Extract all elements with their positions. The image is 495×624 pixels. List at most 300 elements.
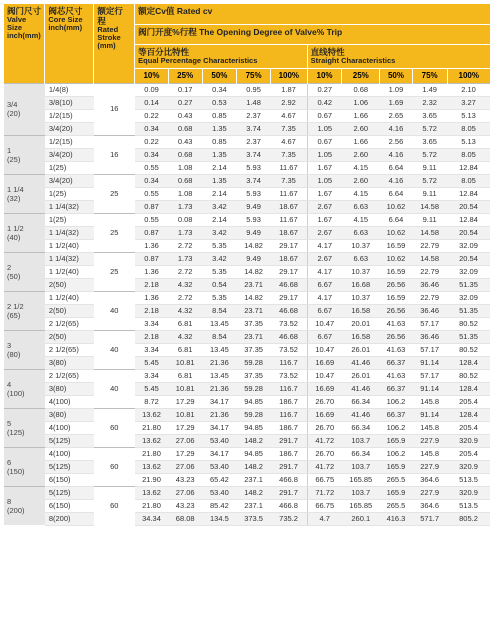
straight-cv-cell: 260.1	[342, 512, 380, 525]
pct-header: 100%	[270, 68, 307, 83]
valve-size-mm: (50)	[7, 271, 21, 281]
equal-pct-cv-cell: 291.7	[270, 460, 307, 473]
straight-cv-cell: 16.58	[342, 304, 380, 317]
straight-cv-cell: 26.01	[342, 343, 380, 356]
straight-cv-cell: 80.52	[447, 369, 490, 382]
equal-pct-cv-cell: 3.42	[202, 200, 237, 213]
core-size-cell: 2(50)	[45, 304, 94, 317]
equal-pct-cv-cell: 186.7	[270, 447, 307, 460]
rated-stroke-cell: 25	[94, 213, 135, 252]
straight-cv-cell: 0.68	[342, 83, 380, 96]
straight-cv-cell: 8.05	[447, 174, 490, 187]
straight-cv-cell: 4.17	[307, 291, 342, 304]
equal-pct-cv-cell: 23.71	[237, 278, 271, 291]
equal-pct-cv-cell: 2.72	[168, 265, 202, 278]
straight-cv-cell: 165.9	[380, 460, 413, 473]
straight-cv-cell: 51.35	[447, 278, 490, 291]
straight-cv-cell: 41.63	[380, 317, 413, 330]
equal-pct-cv-cell: 2.37	[237, 135, 271, 148]
equal-pct-cv-cell: 116.7	[270, 408, 307, 421]
valve-size-cell	[4, 291, 45, 330]
straight-cv-cell: 10.62	[380, 226, 413, 239]
equal-pct-cv-cell: 1.35	[202, 148, 237, 161]
table-row	[4, 213, 490, 226]
valve-size-cell	[4, 213, 45, 252]
equal-pct-cv-cell: 73.52	[270, 317, 307, 330]
equal-pct-cv-cell: 23.71	[237, 304, 271, 317]
equal-pct-cv-cell: 1.08	[168, 161, 202, 174]
straight-cv-cell: 6.64	[380, 213, 413, 226]
straight-cv-cell: 1.66	[342, 135, 380, 148]
equal-pct-cv-cell: 34.34	[135, 512, 169, 525]
core-size-cell: 6(150)	[45, 473, 94, 486]
table-row	[4, 395, 490, 408]
valve-size-inch: 3/4	[7, 100, 18, 109]
straight-cv-cell: 1.67	[307, 187, 342, 200]
equal-pct-cv-cell: 0.53	[202, 96, 237, 109]
valve-size-inch: 3	[7, 340, 12, 350]
equal-pct-cv-cell: 0.08	[168, 213, 202, 226]
equal-pct-cv-cell: 1.35	[202, 174, 237, 187]
straight-cv-cell: 10.47	[307, 369, 342, 382]
straight-cv-cell: 106.2	[380, 447, 413, 460]
equal-pct-cv-cell: 14.82	[237, 291, 271, 304]
straight-cv-cell: 320.9	[447, 460, 490, 473]
straight-cv-cell: 106.2	[380, 395, 413, 408]
valve-size-cell	[4, 369, 45, 408]
straight-cv-cell: 20.01	[342, 317, 380, 330]
rated-stroke-cell: 40	[94, 330, 135, 369]
equal-pct-cv-cell: 0.68	[168, 174, 202, 187]
straight-cv-cell: 4.17	[307, 265, 342, 278]
equal-pct-cv-cell: 0.34	[202, 83, 237, 96]
straight-cv-cell: 41.46	[342, 382, 380, 395]
opening-degree-header	[135, 24, 490, 44]
equal-pct-cv-cell: 21.80	[135, 447, 169, 460]
equal-pct-cv-cell: 6.81	[168, 343, 202, 356]
equal-pct-cv-cell: 94.85	[237, 395, 271, 408]
equal-pct-cv-cell: 0.34	[135, 122, 169, 135]
equal-pct-cv-cell: 1.48	[237, 96, 271, 109]
equal-pct-cv-cell: 2.14	[202, 161, 237, 174]
equal-pct-cv-cell: 17.29	[168, 447, 202, 460]
straight-cv-cell: 513.5	[447, 499, 490, 512]
table-row	[4, 473, 490, 486]
equal-pct-cv-cell: 0.09	[135, 83, 169, 96]
equal-pct-cv-cell: 0.34	[135, 174, 169, 187]
valve-size-mm: (125)	[7, 427, 25, 437]
equal-pct-cv-cell: 4.32	[168, 304, 202, 317]
table-row	[4, 109, 490, 122]
straight-cv-cell: 6.64	[380, 161, 413, 174]
straight-cv-cell: 10.37	[342, 265, 380, 278]
equal-pct-cv-cell: 0.34	[135, 148, 169, 161]
straight-cv-cell: 2.32	[412, 96, 447, 109]
straight-cv-cell: 5.13	[447, 109, 490, 122]
straight-cv-cell: 4.15	[342, 161, 380, 174]
straight-cv-cell: 4.7	[307, 512, 342, 525]
rated-stroke-cell: 40	[94, 291, 135, 330]
equal-pct-cv-cell: 18.67	[270, 200, 307, 213]
table-row	[4, 161, 490, 174]
equal-pct-cv-cell: 2.14	[202, 187, 237, 200]
valve-size-mm: (25)	[7, 154, 21, 164]
valve-size-inch: 1 1/4	[7, 184, 24, 194]
straight-cv-cell: 4.15	[342, 213, 380, 226]
table-row	[4, 83, 490, 96]
valve-size-cell	[4, 135, 45, 174]
equal-pct-cv-cell: 148.2	[237, 434, 271, 447]
equal-pct-cv-cell: 466.8	[270, 473, 307, 486]
straight-cv-cell: 6.67	[307, 278, 342, 291]
straight-cv-cell: 5.13	[447, 135, 490, 148]
straight-cv-cell: 10.62	[380, 200, 413, 213]
straight-cv-cell: 41.46	[342, 356, 380, 369]
straight-cv-cell: 9.11	[412, 161, 447, 174]
equal-pct-cv-cell: 291.7	[270, 434, 307, 447]
table-row	[4, 226, 490, 239]
equal-pct-cv-cell: 2.18	[135, 330, 169, 343]
straight-cv-cell: 103.7	[342, 486, 380, 499]
straight-cv-cell: 3.65	[412, 135, 447, 148]
equal-pct-cv-cell: 1.73	[168, 226, 202, 239]
equal-pct-cv-cell: 7.35	[270, 122, 307, 135]
straight-cv-cell: 0.67	[307, 109, 342, 122]
equal-pct-cv-cell: 9.49	[237, 226, 271, 239]
equal-pct-cv-cell: 73.52	[270, 343, 307, 356]
core-size-cell: 1 1/4(32)	[45, 252, 94, 265]
straight-cv-cell: 364.6	[412, 499, 447, 512]
equal-pct-cv-cell: 116.7	[270, 356, 307, 369]
equal-pct-cv-cell: 0.87	[135, 252, 169, 265]
straight-cv-cell: 1.69	[380, 96, 413, 109]
equal-pct-cv-cell: 1.36	[135, 291, 169, 304]
equal-pct-cv-cell: 0.68	[168, 122, 202, 135]
equal-pct-cv-cell: 8.54	[202, 330, 237, 343]
straight-cv-cell: 1.09	[380, 83, 413, 96]
straight-cv-cell: 66.37	[380, 382, 413, 395]
valve-size-mm: (20)	[7, 109, 21, 118]
equal-pct-cv-cell: 10.81	[168, 356, 202, 369]
equal-pct-cv-cell: 21.90	[135, 473, 169, 486]
equal-pct-cv-cell: 1.73	[168, 200, 202, 213]
equal-pct-cv-cell: 5.93	[237, 161, 271, 174]
table-row	[4, 317, 490, 330]
equal-pct-cv-cell: 5.45	[135, 356, 169, 369]
table-row	[4, 200, 490, 213]
straight-cv-cell: 16.69	[307, 382, 342, 395]
straight-cv-cell: 1.05	[307, 122, 342, 135]
straight-cv-cell: 36.46	[412, 330, 447, 343]
core-size-cell: 2 1/2(65)	[45, 317, 94, 330]
valve-size-cell	[4, 252, 45, 291]
straight-cv-cell: 20.54	[447, 252, 490, 265]
equal-pct-cv-cell: 2.92	[270, 96, 307, 109]
equal-pct-cv-cell: 10.81	[168, 408, 202, 421]
table-row	[4, 330, 490, 343]
straight-cv-cell: 71.72	[307, 486, 342, 499]
equal-pct-cv-cell: 0.43	[168, 135, 202, 148]
table-row	[4, 265, 490, 278]
core-size-cell: 1 1/2(40)	[45, 265, 94, 278]
table-row	[4, 434, 490, 447]
equal-pct-cv-cell: 68.08	[168, 512, 202, 525]
equal-pct-cv-cell: 1.08	[168, 187, 202, 200]
equal-pct-cv-cell: 7.35	[270, 148, 307, 161]
straight-cv-cell: 106.2	[380, 421, 413, 434]
equal-pct-cv-cell: 13.45	[202, 343, 237, 356]
equal-pct-cv-cell: 2.18	[135, 304, 169, 317]
straight-cv-cell: 8.05	[447, 148, 490, 161]
core-size-cell: 1(25)	[45, 213, 94, 226]
core-size-cell: 5(125)	[45, 486, 94, 499]
straight-cv-cell: 66.34	[342, 421, 380, 434]
pct-header: 25%	[168, 68, 202, 83]
straight-cv-cell: 41.46	[342, 408, 380, 421]
opening-degree-label: 阀门开度%行程 The Opening Degree of Valve% Trip	[138, 26, 343, 37]
straight-cv-cell: 5.72	[412, 122, 447, 135]
core-size-cell: 1 1/4(32)	[45, 200, 94, 213]
rated-stroke-cell: 60	[94, 486, 135, 525]
straight-cv-cell: 5.72	[412, 148, 447, 161]
pct-header: 100%	[447, 68, 490, 83]
equal-pct-cv-cell: 4.32	[168, 330, 202, 343]
equal-pct-cv-cell: 27.06	[168, 460, 202, 473]
equal-pct-cv-cell: 4.67	[270, 109, 307, 122]
straight-cv-cell: 320.9	[447, 486, 490, 499]
straight-cv-cell: 41.63	[380, 369, 413, 382]
core-size-cell: 1/2(15)	[45, 135, 94, 148]
valve-size-cell	[4, 330, 45, 369]
equal-pct-cv-cell: 13.45	[202, 369, 237, 382]
straight-cv-cell: 1.49	[412, 83, 447, 96]
valve-size-mm: (65)	[7, 310, 21, 320]
straight-cv-cell: 4.16	[380, 122, 413, 135]
equal-pct-cv-cell: 0.54	[202, 278, 237, 291]
table-row	[4, 252, 490, 265]
equal-pct-cv-cell: 0.27	[168, 96, 202, 109]
equal-pct-cv-cell: 34.17	[202, 447, 237, 460]
pct-header: 75%	[237, 68, 271, 83]
rated-cv-header	[135, 4, 490, 24]
equal-pct-cv-cell: 73.52	[270, 369, 307, 382]
core-size-cell: 4(100)	[45, 447, 94, 460]
equal-pct-cv-cell: 0.14	[135, 96, 169, 109]
equal-pct-cv-cell: 3.34	[135, 317, 169, 330]
pct-header: 10%	[307, 68, 342, 83]
equal-pct-cv-cell: 17.29	[168, 421, 202, 434]
straight-cv-cell: 0.27	[307, 83, 342, 96]
straight-cv-cell: 805.2	[447, 512, 490, 525]
equal-pct-cv-cell: 29.17	[270, 265, 307, 278]
equal-pct-cv-cell: 5.93	[237, 213, 271, 226]
core-size-cell: 3(80)	[45, 382, 94, 395]
straight-cv-cell: 26.70	[307, 421, 342, 434]
equal-pct-cv-cell: 21.80	[135, 499, 169, 512]
straight-en: Straight Characteristics	[310, 55, 396, 65]
straight-cv-cell: 80.52	[447, 343, 490, 356]
equal-pct-cv-cell: 2.72	[168, 291, 202, 304]
equal-pct-cv-cell: 7.35	[270, 174, 307, 187]
equal-pct-cv-cell: 0.55	[135, 161, 169, 174]
equal-pct-cv-cell: 29.17	[270, 239, 307, 252]
valve-size-header-en: Valve Size inch(mm)	[7, 15, 41, 40]
equal-pct-cv-cell: 23.71	[237, 330, 271, 343]
straight-cv-cell: 3.65	[412, 109, 447, 122]
straight-cv-cell: 66.75	[307, 473, 342, 486]
core-size-cell: 1 1/2(40)	[45, 291, 94, 304]
pct-header: 50%	[380, 68, 413, 83]
equal-pct-cv-cell: 116.7	[270, 382, 307, 395]
core-size-cell: 1/4(8)	[45, 83, 94, 96]
straight-cv-cell: 20.54	[447, 226, 490, 239]
equal-pct-cv-cell: 43.23	[168, 473, 202, 486]
valve-size-cell	[4, 408, 45, 447]
straight-cv-cell: 80.52	[447, 317, 490, 330]
table-row	[4, 421, 490, 434]
straight-cv-cell: 2.56	[380, 135, 413, 148]
equal-pct-cv-cell: 0.17	[168, 83, 202, 96]
valve-size-header	[4, 4, 45, 83]
straight-cv-cell: 1.67	[307, 213, 342, 226]
straight-cv-cell: 41.72	[307, 460, 342, 473]
valve-size-inch: 1 1/2	[7, 223, 24, 233]
straight-cv-cell: 32.09	[447, 265, 490, 278]
table-row	[4, 499, 490, 512]
equal-pct-cv-cell: 1.35	[202, 122, 237, 135]
equal-pct-cv-cell: 3.42	[202, 226, 237, 239]
straight-cv-cell: 1.06	[342, 96, 380, 109]
table-row	[4, 239, 490, 252]
equal-pct-cv-cell: 94.85	[237, 421, 271, 434]
straight-cv-cell: 16.68	[342, 278, 380, 291]
table-row	[4, 304, 490, 317]
straight-cv-cell: 57.17	[412, 369, 447, 382]
table-row	[4, 96, 490, 109]
rated-stroke-cell: 16	[94, 83, 135, 135]
rated-stroke-cell: 60	[94, 408, 135, 447]
rated-stroke-cell: 16	[94, 135, 135, 174]
straight-cv-cell: 26.56	[380, 330, 413, 343]
straight-cv-cell: 1.05	[307, 148, 342, 161]
straight-cv-cell: 14.58	[412, 200, 447, 213]
equal-pct-cv-cell: 13.45	[202, 317, 237, 330]
equal-pct-cv-cell: 237.1	[237, 499, 271, 512]
equal-pct-cv-cell: 37.35	[237, 317, 271, 330]
core-size-cell: 2 1/2(65)	[45, 343, 94, 356]
equal-pct-cv-cell: 14.82	[237, 239, 271, 252]
straight-cv-cell: 265.5	[380, 473, 413, 486]
straight-cv-cell: 57.17	[412, 317, 447, 330]
equal-pct-cv-cell: 0.55	[135, 213, 169, 226]
straight-cv-cell: 91.14	[412, 356, 447, 369]
equal-pct-cv-cell: 53.40	[202, 486, 237, 499]
straight-cv-cell: 513.5	[447, 473, 490, 486]
table-row	[4, 278, 490, 291]
equal-pct-cv-cell: 18.67	[270, 252, 307, 265]
straight-cv-cell: 3.27	[447, 96, 490, 109]
core-size-cell: 6(150)	[45, 499, 94, 512]
straight-cv-cell: 6.63	[342, 200, 380, 213]
core-size-cell: 4(100)	[45, 421, 94, 434]
equal-percentage-header	[135, 44, 308, 68]
equal-pct-cv-cell: 34.17	[202, 421, 237, 434]
equal-pct-cv-cell: 134.5	[202, 512, 237, 525]
equal-pct-cv-cell: 5.35	[202, 239, 237, 252]
table-row	[4, 343, 490, 356]
equal-pct-cv-cell: 11.67	[270, 187, 307, 200]
equal-pct-cv-cell: 21.36	[202, 382, 237, 395]
core-size-cell: 2(50)	[45, 330, 94, 343]
equal-pct-cv-cell: 5.35	[202, 291, 237, 304]
straight-cv-cell: 9.11	[412, 213, 447, 226]
straight-cv-cell: 10.37	[342, 291, 380, 304]
straight-cv-cell: 4.17	[307, 239, 342, 252]
straight-cv-cell: 364.6	[412, 473, 447, 486]
equal-pct-cv-cell: 148.2	[237, 460, 271, 473]
core-size-cell: 1(25)	[45, 187, 94, 200]
table-row	[4, 135, 490, 148]
table-row	[4, 512, 490, 525]
straight-cv-cell: 26.56	[380, 278, 413, 291]
table-header	[4, 4, 490, 83]
straight-cv-cell: 10.37	[342, 239, 380, 252]
straight-cv-cell: 12.84	[447, 161, 490, 174]
equal-pct-cv-cell: 0.43	[168, 109, 202, 122]
equal-percentage-en: Equal Percentage Characteristics	[138, 55, 258, 65]
equal-pct-cv-cell: 21.36	[202, 356, 237, 369]
straight-cv-cell: 91.14	[412, 382, 447, 395]
pct-header: 75%	[412, 68, 447, 83]
equal-pct-cv-cell: 186.7	[270, 421, 307, 434]
core-size-cell: 3(80)	[45, 356, 94, 369]
rated-stroke-cell: 25	[94, 252, 135, 291]
straight-cv-cell: 22.79	[412, 291, 447, 304]
equal-pct-cv-cell: 53.40	[202, 434, 237, 447]
equal-pct-cv-cell: 373.5	[237, 512, 271, 525]
straight-cv-cell: 145.8	[412, 421, 447, 434]
straight-cv-cell: 2.60	[342, 148, 380, 161]
equal-pct-cv-cell: 27.06	[168, 434, 202, 447]
equal-pct-cv-cell: 46.68	[270, 330, 307, 343]
equal-pct-cv-cell: 3.34	[135, 343, 169, 356]
straight-cv-cell: 10.62	[380, 252, 413, 265]
valve-size-cell	[4, 447, 45, 486]
straight-cv-cell: 571.7	[412, 512, 447, 525]
straight-cv-cell: 128.4	[447, 356, 490, 369]
valve-size-inch: 6	[7, 457, 12, 467]
equal-pct-cv-cell: 13.62	[135, 408, 169, 421]
equal-pct-cv-cell: 291.7	[270, 486, 307, 499]
straight-cv-cell: 1.67	[307, 161, 342, 174]
straight-cv-cell: 6.63	[342, 252, 380, 265]
equal-pct-cv-cell: 37.35	[237, 369, 271, 382]
equal-pct-cv-cell: 0.87	[135, 200, 169, 213]
table-row	[4, 291, 490, 304]
straight-cv-cell: 416.3	[380, 512, 413, 525]
rated-cv-table	[4, 4, 490, 526]
straight-cv-cell: 205.4	[447, 447, 490, 460]
table-row	[4, 148, 490, 161]
straight-header	[307, 44, 490, 68]
equal-pct-cv-cell: 11.67	[270, 213, 307, 226]
straight-cv-cell: 20.54	[447, 200, 490, 213]
equal-pct-cv-cell: 14.82	[237, 265, 271, 278]
equal-pct-cv-cell: 37.35	[237, 343, 271, 356]
straight-cv-cell: 145.8	[412, 395, 447, 408]
straight-cv-cell: 6.63	[342, 226, 380, 239]
pct-header: 50%	[202, 68, 237, 83]
